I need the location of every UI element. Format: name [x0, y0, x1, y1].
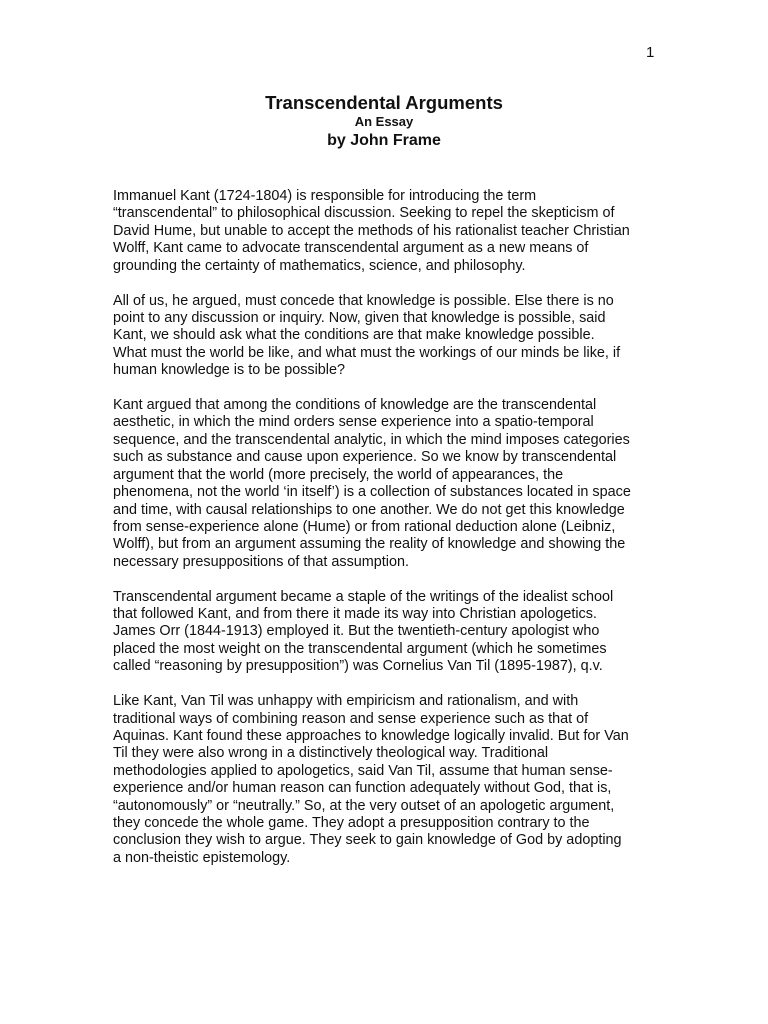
paragraph-5: Like Kant, Van Til was unhappy with empiricism and rationalism, and with traditional ways of combining reason and sense experience such as that of Aquinas. Kant found these approaches to knowledge logically invalid. But for Van Til they were also wrong in a distinctively theological way. Traditional methodologies applied to apologetics, said Van Til, assume that human sense- experience and/or human reason can function adequately without God, that is, “autonomously” or “neutrally.” So, at the very outset of an apologetic argument, they concede the whole game. They adopt a presupposition contrary to the conclusion they wish to argue. They seek to gain knowledge of God by adopting a non-theistic epistemology. — [113, 693, 629, 866]
title-block — [0, 92, 768, 151]
paragraph-2: All of us, he argued, must concede that knowledge is possible. Else there is no point to any discussion or inquiry. Now, given that knowledge is possible, said Kant, we should ask what the conditions are that make knowledge possible. What must the world be like, and what must the workings of our minds be like, if human knowledge is to be possible? — [113, 292, 621, 379]
paragraph-1: Immanuel Kant (1724-1804) is responsible for introducing the term “transcendental” to philosophical discussion. Seeking to repel the skepticism of David Hume, but unable to accept the methods of his rationalist teacher Christian Wolff, Kant came to advocate transcendental argument as a new means of grounding the certainty of mathematics, science, and philosophy. — [113, 188, 630, 274]
page-number: 1 — [646, 44, 655, 61]
document-title: Transcendental Arguments — [265, 92, 503, 113]
paragraph-3: Kant argued that among the conditions of knowledge are the transcendental aesthetic, in which the mind orders sense experience into a spatio-temporal sequence, and the transcendental analytic, in which the mind imposes categories such as substance and cause upon experience. So we know by transcendental argument that the world (more precisely, the world of appearances, the phenomena, not the world ‘in itself’) is a collection of substances located in space and time, with causal relationships to one another. We do not get this knowledge from sense-experience alone (Hume) or from rational deduction alone (Leibniz, Wolff), but from an argument assuming the reality of knowledge and showing the necessary presuppositions of that assumption. — [113, 397, 631, 570]
paragraph-4: Transcendental argument became a staple of the writings of the idealist school that followed Kant, and from there it made its way into Christian apologetics. James Orr (1844-1913) employed it. But the twentieth-century apologist who placed the most weight on the transcendental argument (which he sometimes called “reasoning by presupposition”) was Cornelius Van Til (1895-1987), q.v. — [113, 588, 614, 675]
document-author: by John Frame — [327, 132, 441, 149]
document-subtitle: An Essay — [354, 114, 414, 129]
essay-body — [113, 188, 658, 885]
